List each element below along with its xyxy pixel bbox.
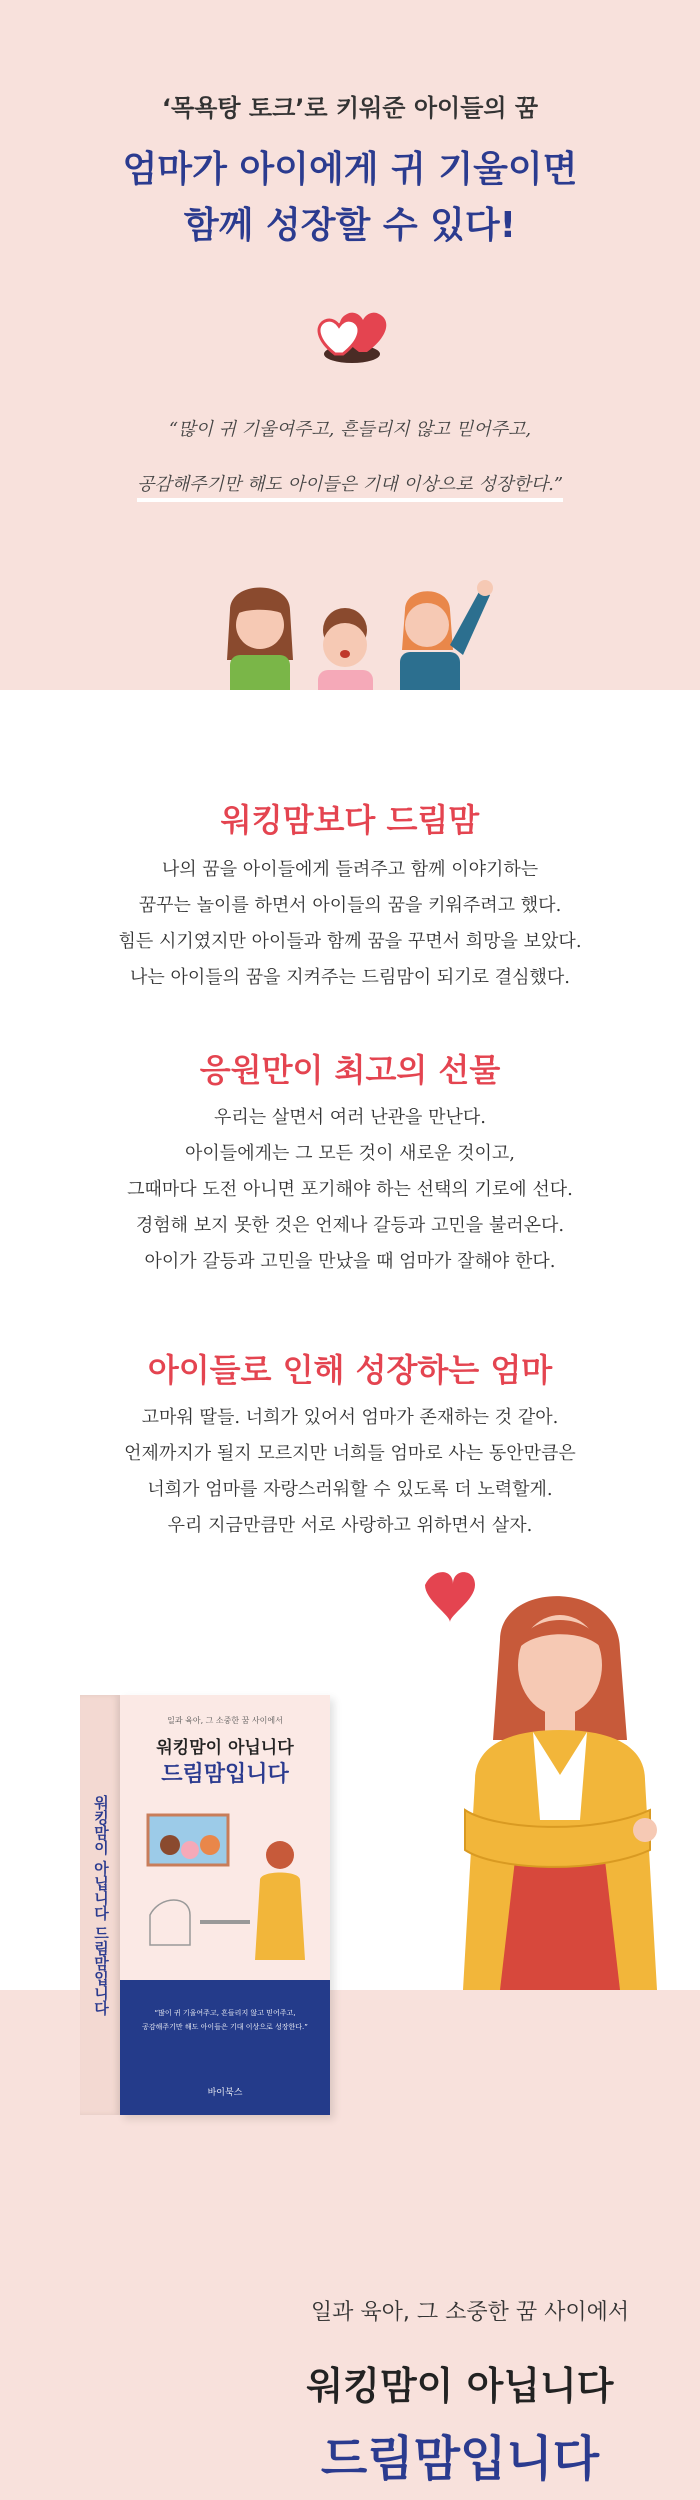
section2-line: 아이들에게는 그 모든 것이 새로운 것이고, [185,1143,515,1164]
intro-subtitle: ‘목욕탕 토크’로 키워준 아이들의 꿈 [161,94,539,122]
section2-line: 경험해 보지 못한 것은 언제나 갈등과 고민을 불러온다. [135,1215,565,1236]
intro-title-line1: 엄마가 아이에게 귀 기울이면 [122,149,578,190]
section3-paragraph [0,1400,700,1544]
bottom-subtitle: 일과 육아, 그 소중한 꿈 사이에서 [310,2300,630,2325]
section1-line: 나는 아이들의 꿈을 지켜주는 드림맘이 되기로 결심했다. [130,967,570,988]
section1-heading: 워킹맘보다 드림맘 [220,801,480,839]
book-front [120,1695,330,2115]
book-spine-title: 워킹맘이 아닙니다 드림맘입니다 [92,1794,110,2016]
section2-line: 아이가 갈등과 고민을 만났을 때 엄마가 잘해야 한다. [144,1251,556,1272]
intro-section [0,0,700,690]
quote-line1: “많이 귀 기울여주고, 흔들리지 않고 믿어주고, [168,419,532,440]
bottom-title2: 드림맘입니다 [320,2431,600,2487]
section2-line: 우리는 살면서 여러 난관을 만난다. [213,1107,487,1128]
section3-line: 언제까지가 될지 모르지만 너희들 엄마로 사는 동안만큼은 [124,1443,576,1464]
section2-line: 그때마다 도전 아니면 포기해야 하는 선택의 기로에 선다. [127,1179,573,1200]
bottom-title1: 워킹맘이 아닙니다 [306,2364,614,2408]
book-caption: 일과 육아, 그 소중한 꿈 사이에서 [167,1716,283,1725]
section1-paragraph [0,852,700,996]
book-publisher: 바이북스 [207,2088,243,2098]
book-quote1: “많이 귀 기울여주고, 흔들리지 않고 믿어주고, [154,2009,296,2017]
book-band [120,1980,330,2115]
book-title1: 워킹맘이 아닙니다 [156,1738,294,1758]
quote-line2: 공감해주기만 해도 아이들은 기대 이상으로 성장한다.” [0,470,700,496]
section2-paragraph [0,1100,700,1280]
section3-line: 우리 지금만큼만 서로 사랑하고 위하면서 살자. [167,1515,533,1536]
hearts-icon [297,292,407,372]
intro-title-line2: 함께 성장할 수 있다! [183,205,517,246]
book-quote2: 공감해주기만 해도 아이들은 기대 이상으로 성장한다.” [142,2023,308,2031]
book-illustration [130,1795,320,1965]
mother-illustration [405,1560,700,1990]
intro-title [0,142,700,254]
section1-line: 나의 꿈을 아이들에게 들려주고 함께 이야기하는 [161,859,539,880]
book-title2: 드림맘입니다 [161,1762,289,1787]
section2-heading: 응원만이 최고의 선물 [199,1051,501,1089]
book-cover [80,1695,330,2115]
section1-line: 힘든 시기였지만 아이들과 함께 꿈을 꾸면서 희망을 보았다. [118,931,582,952]
section3-line: 너희가 엄마를 자랑스러워할 수 있도록 더 노력할게. [147,1479,553,1500]
section1-line: 꿈꾸는 놀이를 하면서 아이들의 꿈을 키워주려고 했다. [138,895,562,916]
section3-line: 고마워 딸들. 너희가 있어서 엄마가 존재하는 것 같아. [141,1407,559,1428]
section3-heading: 아이들로 인해 성장하는 엄마 [147,1351,553,1389]
book-spine [80,1695,120,2115]
